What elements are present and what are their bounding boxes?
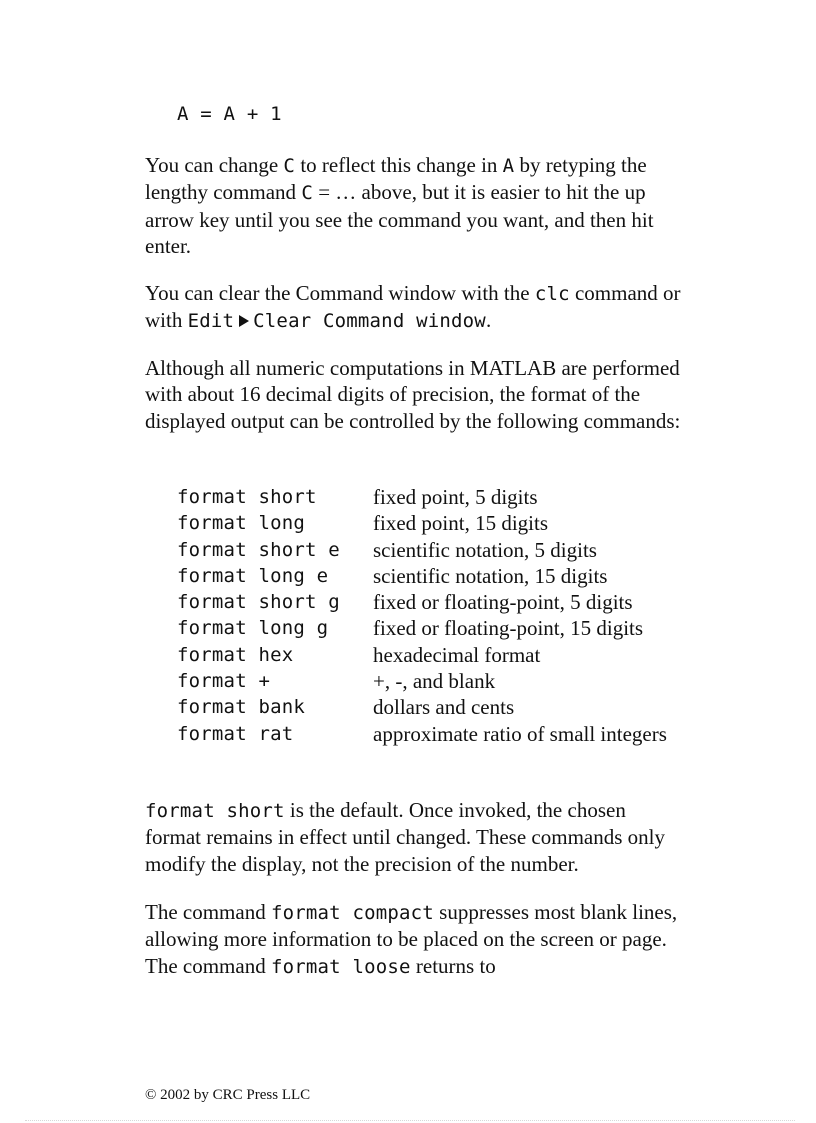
table-row	[177, 668, 697, 694]
format-commands-table	[177, 484, 697, 747]
table-row	[177, 615, 697, 641]
table-row	[177, 642, 697, 668]
table-row	[177, 484, 697, 510]
table-row	[177, 537, 697, 563]
format-description: dollars and cents	[373, 695, 515, 720]
format-command: format short	[177, 486, 317, 508]
format-command: format bank	[177, 696, 306, 719]
format-description: hexadecimal format	[373, 642, 541, 667]
format-description: approximate ratio of small integers	[373, 721, 667, 746]
inline-code: format compact	[270, 902, 434, 924]
format-description: fixed point, 15 digits	[373, 511, 548, 536]
paragraph-precision: Although all numeric computations in MATLAB are performed with about 16 decimal digits of precision, the format of the displayed output can be controlled by the following commands:	[145, 356, 681, 433]
paragraph-clear-window	[145, 280, 685, 335]
text: You can change	[145, 153, 284, 177]
text: is the default. Once invoked, the chosen format remains in effect until changed. These commands only modify the display, not the precision of the number.	[145, 798, 665, 876]
inline-code: C	[301, 182, 313, 205]
paragraph-default-format	[145, 797, 685, 877]
menu-path-clear: Clear Command window	[253, 310, 486, 333]
format-description: fixed or floating-point, 5 digits	[373, 590, 633, 615]
text: command or with	[145, 281, 681, 333]
code-example: A = A + 1	[177, 103, 282, 125]
inline-code: C	[283, 155, 296, 177]
format-description: +, -, and blank	[373, 669, 496, 694]
inline-code: format short	[145, 800, 285, 822]
table-row	[177, 563, 697, 589]
format-command: format long g	[177, 617, 329, 640]
text: returns to	[410, 953, 496, 978]
inline-code: A	[502, 155, 515, 177]
inline-code: clc	[534, 283, 570, 305]
format-command: format long	[177, 512, 306, 535]
text: .	[485, 308, 492, 333]
copyright-footer: © 2002 by CRC Press LLC	[145, 1087, 311, 1103]
paragraph-change-c	[145, 152, 685, 259]
menu-arrow-icon	[239, 315, 249, 327]
format-command: format long e	[177, 564, 329, 587]
format-command: format short g	[177, 591, 340, 614]
format-description: scientific notation, 15 digits	[373, 563, 608, 588]
format-command: format short e	[177, 538, 340, 561]
text: = … above, but it is easier to hit the up arrow key until you see the command you want, and then hit enter.	[145, 180, 654, 258]
table-row	[177, 510, 697, 536]
menu-path-edit: Edit	[187, 310, 235, 333]
text: by retyping the lengthy command	[145, 153, 647, 205]
table-row	[177, 721, 697, 747]
paragraph-compact-format	[145, 899, 685, 980]
page-edge-divider	[25, 1120, 795, 1121]
format-command: format +	[177, 670, 271, 693]
format-description: fixed or floating-point, 15 digits	[373, 616, 644, 641]
text: The command	[145, 900, 271, 924]
format-description: scientific notation, 5 digits	[373, 537, 597, 562]
format-description: fixed point, 5 digits	[373, 485, 538, 509]
format-command: format hex	[177, 643, 294, 666]
table-row	[177, 589, 697, 615]
format-command: format rat	[177, 722, 294, 745]
table-row	[177, 694, 697, 720]
text: to reflect this change in	[295, 153, 503, 177]
inline-code: format loose	[270, 955, 411, 978]
text: You can clear the Command window with the	[145, 281, 535, 305]
text: suppresses most blank lines, allowing more information to be placed on the screen or page. The command	[145, 900, 678, 978]
